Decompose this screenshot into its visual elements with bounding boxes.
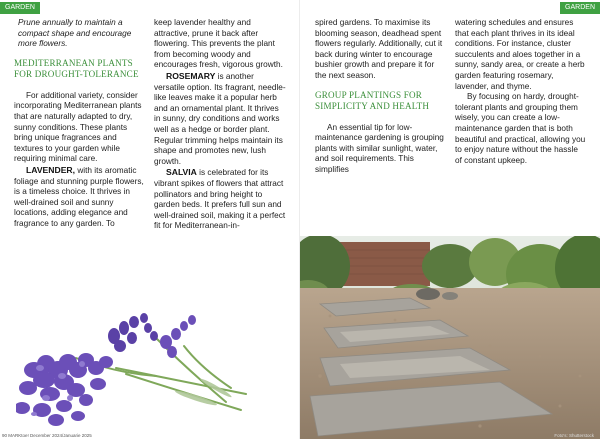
paragraph-rosemary	[154, 71, 286, 167]
plant-name-rosemary: ROSEMARY	[166, 70, 216, 81]
intro-italic: Prune annually to maintain a compact shape and encourage more flowers.	[18, 18, 132, 49]
paragraph: For additional variety, consider incorporating Mediterranean plants that are naturally adapted to dry, sunny conditions. These plants bring unique fragrances and textures to your garden while requiring minimal care.	[14, 90, 142, 164]
brick-wall	[338, 242, 430, 286]
salvia-text: is celebrated for its vibrant spikes of flowers that attract pollinators and bring height to garden beds. It prefers full sun and well-drained soil, making it a perfect fit for Mediterranean-in-	[154, 168, 286, 231]
lavender-text: with its aromatic foliage and stunning purple flowers, is a timeless choice. It thrives in well-drained soil and sunny locations, adding elegance and fragrance to any garden. To	[14, 165, 144, 228]
photo-credit: Foto's: Shutterstock	[554, 433, 594, 438]
right-page	[300, 0, 600, 439]
text-column-3	[315, 18, 447, 176]
paragraph: An essential tip for low-maintenance gardening is grouping plants with similar sunlight, water, and soil requirements. This simplifies	[315, 122, 444, 174]
section-heading: GROUP PLANTINGS FOR SIMPLICITY AND HEALTH	[315, 89, 430, 112]
text-column-1	[14, 18, 146, 230]
plant-name-salvia: SALVIA	[166, 167, 197, 178]
lavender-spike-upper	[108, 313, 158, 352]
section-tab: GARDEN	[560, 2, 600, 14]
paragraph-lavender	[14, 165, 146, 230]
text-column-2	[154, 18, 286, 232]
paragraph: watering schedules and ensures that each plant thrives in its ideal conditions. For instance, cluster succulents and aloes together in a sunny, sandy area, or create a herb garden featuring rosemary, lavender, and thyme.	[455, 18, 585, 91]
section-heading: MEDITERRANEAN PLANTS FOR DROUGHT-TOLERANCE	[14, 57, 139, 80]
rosemary-text: is another versatile option. Its fragrant, needle-like leaves make it a popular herb and an ornamental plant. It thrives in sunny, dry conditions and works well as a hedge or border plant. Regular trimming helps maintain its shape and promotes new, lush growth.	[154, 71, 286, 166]
paragraph-salvia	[154, 167, 286, 232]
text-column-4	[455, 18, 587, 166]
paragraph: By focusing on hardy, drought-tolerant plants and grouping them wisely, you can create a low-maintenance garden that is both beautiful and practical, allowing you to enjoy nature without the hassle of constant upkeep.	[455, 92, 586, 165]
garden-photo	[300, 236, 600, 439]
lavender-spike-main	[16, 353, 113, 426]
paragraph: keep lavender healthy and attractive, prune it back after flowering. This prevents the plant from becoming woody and encourages fresh, vigorous growth.	[154, 18, 283, 70]
lavender-illustration	[16, 298, 286, 430]
page-footer: 90 MARKtoe! December 2024/Januarie 2025	[2, 433, 92, 438]
section-tab: GARDEN	[0, 2, 40, 14]
paragraph: spired gardens. To maximise its blooming season, deadhead spent flowers regularly. Additionally, cut it back during winter to encourage bushier growth and prepare it for the next season.	[315, 18, 443, 80]
plant-name-lavender: LAVENDER,	[26, 164, 76, 175]
lavender-spike-right	[160, 315, 196, 358]
